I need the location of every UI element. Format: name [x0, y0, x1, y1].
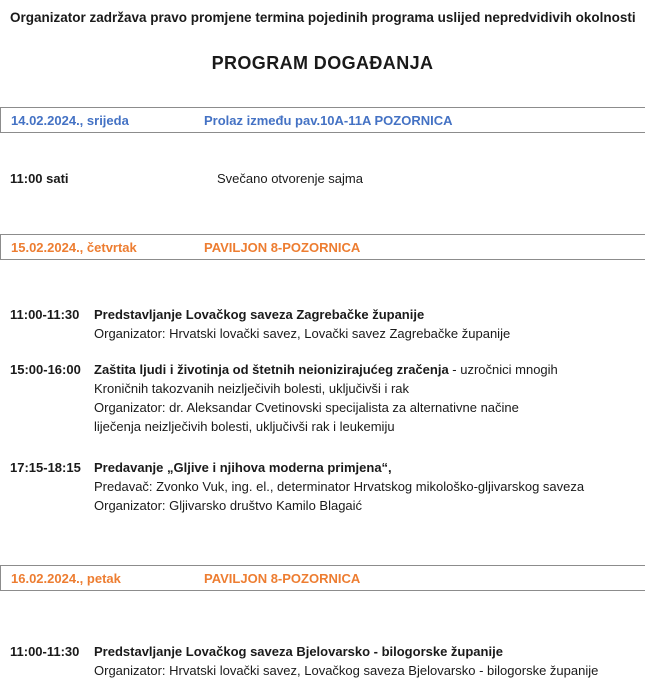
event-body	[217, 169, 645, 188]
event-line	[94, 642, 645, 661]
event-line	[217, 171, 363, 186]
event-line	[94, 458, 645, 477]
event-body	[94, 642, 645, 680]
section-date: 16.02.2024., petak	[11, 570, 121, 586]
event-row	[0, 305, 645, 343]
event-text: - uzročnici mnogih	[448, 362, 558, 377]
section-header-16-02	[0, 565, 645, 591]
event-row	[0, 169, 645, 188]
event-line	[94, 398, 645, 417]
event-title: Predstavljanje Lovačkog saveza Zagrebačke županije	[94, 307, 425, 322]
event-time: 15:00-16:00	[10, 362, 81, 377]
event-time: 11:00 sati	[10, 171, 69, 186]
event-text: Organizator: Hrvatski lovački savez, Lovački savez Zagrebačke županije	[94, 326, 511, 341]
event-row	[0, 360, 645, 436]
section-header-15-02	[0, 234, 645, 260]
event-text: Organizator: Gljivarsko društvo Kamilo Blagaić	[94, 498, 363, 513]
event-body	[94, 360, 645, 436]
event-title: Predavanje „Gljive i njihova moderna primjena“,	[94, 460, 392, 475]
notice-text: Organizator zadržava pravo promjene termina pojedinih programa uslijed nepredvidivih okolnosti	[10, 10, 636, 25]
event-line	[94, 379, 645, 398]
event-row	[0, 642, 645, 680]
section-venue: PAVILJON 8-POZORNICA	[204, 239, 361, 255]
page-title: PROGRAM DOGAĐANJA	[211, 53, 434, 73]
event-body	[94, 458, 645, 515]
event-line	[94, 496, 645, 515]
section-date: 15.02.2024., četvrtak	[11, 239, 137, 255]
event-time: 17:15-18:15	[10, 460, 81, 475]
section-date: 14.02.2024., srijeda	[11, 112, 129, 128]
event-line	[94, 305, 645, 324]
event-text: Organizator: Hrvatski lovački savez, Lovačkog saveza Bjelovarsko - bilogorske županije	[94, 663, 599, 678]
section-header-14-02	[0, 107, 645, 133]
event-text: Organizator: dr. Aleksandar Cvetinovski specijalista za alternativne načine	[94, 400, 519, 415]
event-text: liječenja neizlječivih bolesti, uključivši rak i leukemiju	[94, 419, 395, 434]
section-venue: Prolaz između pav.10A-11A POZORNICA	[204, 112, 453, 128]
event-text: Svečano otvorenje sajma	[217, 171, 363, 186]
event-body	[94, 305, 645, 343]
event-line	[94, 324, 645, 343]
event-time: 11:00-11:30	[10, 644, 80, 659]
event-time: 11:00-11:30	[10, 307, 80, 322]
event-text: Predavač: Zvonko Vuk, ing. el., determinator Hrvatskog mikološko-gljivarskog saveza	[94, 479, 585, 494]
event-text: Kroničnih takozvanih neizlječivih bolesti, uključivši i rak	[94, 381, 410, 396]
event-title: Zaštita ljudi i životinja od štetnih neionizirajućeg zračenja	[94, 362, 449, 377]
event-row	[0, 458, 645, 515]
event-line	[94, 417, 645, 436]
event-title: Predstavljanje Lovačkog saveza Bjelovarsko - bilogorske županije	[94, 644, 503, 659]
section-venue: PAVILJON 8-POZORNICA	[204, 570, 361, 586]
event-line	[94, 477, 645, 496]
event-line	[94, 360, 645, 379]
event-line	[94, 661, 645, 680]
